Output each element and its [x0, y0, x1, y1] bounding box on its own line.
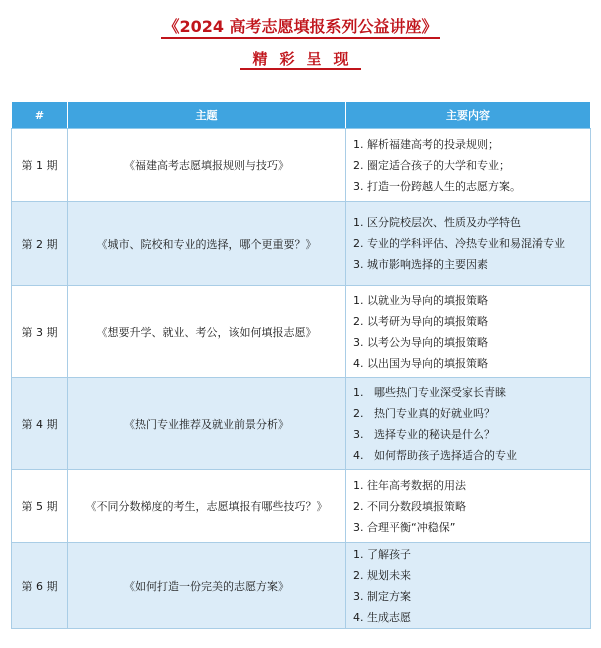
content-cell [346, 470, 591, 543]
page-subtitle [0, 46, 601, 72]
table-row [12, 470, 591, 543]
content-item: 2. 不同分数段填报策略 [353, 499, 466, 513]
period-cell: 第 1 期 [12, 129, 68, 202]
topic-cell: 《福建高考志愿填报规则与技巧》 [68, 129, 346, 202]
period-cell: 第 2 期 [12, 202, 68, 286]
lecture-schedule-table [11, 101, 591, 629]
table-row [12, 129, 591, 202]
content-list [346, 475, 590, 538]
content-item: 1. 了解孩子 [353, 547, 411, 561]
page-subtitle-text: 精彩呈现 [240, 50, 360, 70]
content-item: 1. 往年高考数据的用法 [353, 478, 466, 492]
content-item: 3. 以考公为导向的填报策略 [353, 335, 488, 349]
table-row [12, 543, 591, 629]
table-header-row [12, 102, 591, 129]
content-item: 4. 以出国为导向的填报策略 [353, 356, 488, 370]
content-item: 2. 圈定适合孩子的大学和专业； [353, 158, 510, 172]
content-list [346, 382, 590, 466]
content-item: 3. 打造一份跨越人生的志愿方案。 [353, 179, 521, 193]
topic-cell: 《不同分数梯度的考生，志愿填报有哪些技巧？》 [68, 470, 346, 543]
page-title [0, 14, 601, 40]
content-list [346, 212, 590, 275]
topic-cell: 《热门专业推荐及就业前景分析》 [68, 378, 346, 470]
column-header-content: 主要内容 [346, 102, 591, 129]
content-item: 3. 选择专业的秘诀是什么？ [353, 427, 495, 441]
content-cell [346, 129, 591, 202]
period-cell: 第 5 期 [12, 470, 68, 543]
table-row [12, 378, 591, 470]
content-list [346, 134, 590, 197]
content-item: 2. 规划未来 [353, 568, 411, 582]
topic-cell: 《想要升学、就业、考公，该如何填报志愿》 [68, 286, 346, 378]
topic-cell: 《城市、院校和专业的选择，哪个更重要？》 [68, 202, 346, 286]
content-item: 1. 区分院校层次、性质及办学特色 [353, 216, 521, 229]
content-item: 2. 专业的学科评估、冷热专业和易混淆专业 [353, 237, 565, 250]
period-cell: 第 4 期 [12, 378, 68, 470]
column-header-number: # [12, 102, 68, 129]
topic-cell: 《如何打造一份完美的志愿方案》 [68, 543, 346, 629]
content-list [346, 544, 590, 628]
column-header-topic: 主题 [68, 102, 346, 129]
content-item: 1. 解析福建高考的投录规则； [353, 137, 499, 151]
content-item: 3. 城市影响选择的主要因素 [353, 258, 488, 271]
table-row [12, 286, 591, 378]
table-row [12, 202, 591, 286]
content-cell [346, 543, 591, 629]
content-item: 1. 哪些热门专业深受家长青睐 [353, 385, 506, 399]
content-item: 3. 制定方案 [353, 589, 411, 603]
page-title-text: 《2024 高考志愿填报系列公益讲座》 [161, 17, 439, 39]
content-item: 1. 以就业为导向的填报策略 [353, 293, 488, 307]
content-item: 2. 以考研为导向的填报策略 [353, 314, 488, 328]
period-cell: 第 6 期 [12, 543, 68, 629]
content-cell [346, 202, 591, 286]
period-cell: 第 3 期 [12, 286, 68, 378]
content-cell [346, 286, 591, 378]
content-item: 4. 如何帮助孩子选择适合的专业 [353, 448, 517, 462]
content-item: 3. 合理平衡“冲稳保” [353, 520, 456, 534]
content-item: 4. 生成志愿 [353, 610, 411, 624]
content-cell [346, 378, 591, 470]
content-item: 2. 热门专业真的好就业吗？ [353, 406, 495, 420]
content-list [346, 290, 590, 374]
